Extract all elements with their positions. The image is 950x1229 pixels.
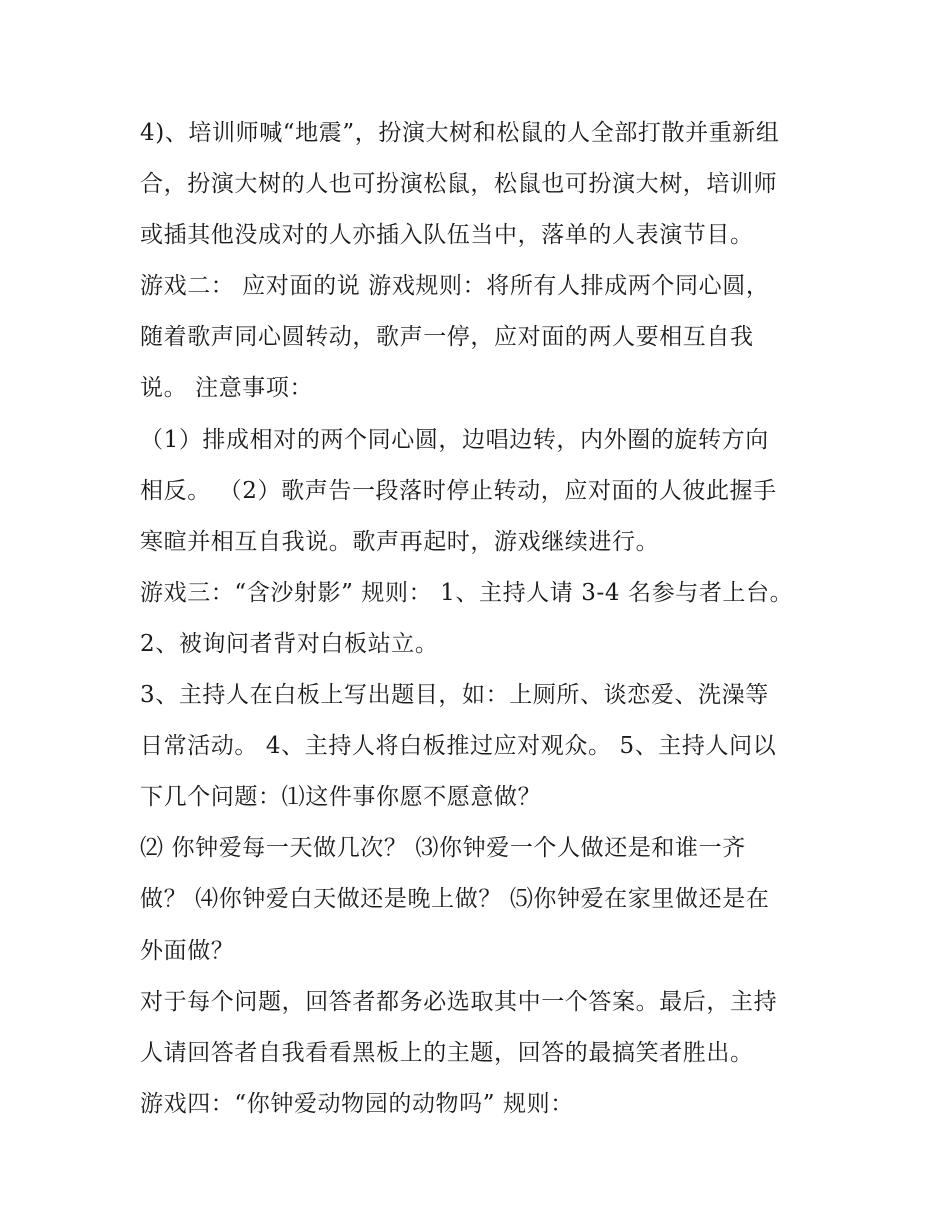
text-line: 游戏四：“你钟爱动物园的动物吗” 规则： [140,1090,574,1117]
body-text [140,108,830,1130]
text-line: 游戏三：“含沙射影” 规则： 1、主持人请 3-4 名参与者上台。 [140,579,794,606]
text-line: 做？ ⑷你钟爱白天做还是晚上做？ ⑸你钟爱在家里做还是在 [140,886,770,913]
text-line: 合，扮演大树的人也可扮演松鼠，松鼠也可扮演大树，培训师 [140,171,778,198]
text-line: 外面做？ [140,937,235,964]
text-line: 3、主持人在白板上写出题目，如：上厕所、谈恋爱、洗澡等 [140,682,769,709]
text-line: 2、被询问者背对白板站立。 [140,630,439,657]
text-line: 人请回答者自我看看黑板上的主题，回答的最搞笑者胜出。 [140,1039,754,1066]
text-line: 寒暄并相互自我说。歌声再起时，游戏继续进行。 [140,528,660,555]
text-line: 相反。 （2）歌声告一段落时停止转动，应对面的人彼此握手 [140,477,777,504]
text-line: 随着歌声同心圆转动，歌声一停，应对面的两人要相互自我 [140,324,754,351]
text-line: ⑵ 你钟爱每一天做几次？ ⑶你钟爱一个人做还是和谁一齐 [140,835,746,862]
text-line: （1）排成相对的两个同心圆，边唱边转，内外圈的旋转方向 [140,426,769,453]
text-line: 游戏二： 应对面的说 游戏规则：将所有人排成两个同心圆， [140,273,770,300]
text-line: 4)、培训师喊“地震”，扮演大树和松鼠的人全部打散并重新组 [140,120,780,146]
text-line: 对于每个问题，回答者都务必选取其中一个答案。最后，主持 [140,988,778,1015]
text-line: 下几个问题：⑴这件事你愿不愿意做？ [140,784,542,811]
text-line: 或插其他没成对的人亦插入队伍当中，落单的人表演节目。 [140,222,754,249]
text-line: 日常活动。 4、主持人将白板推过应对观众。 5、主持人问以 [140,733,777,760]
text-line: 说。 注意事项： [140,375,314,402]
